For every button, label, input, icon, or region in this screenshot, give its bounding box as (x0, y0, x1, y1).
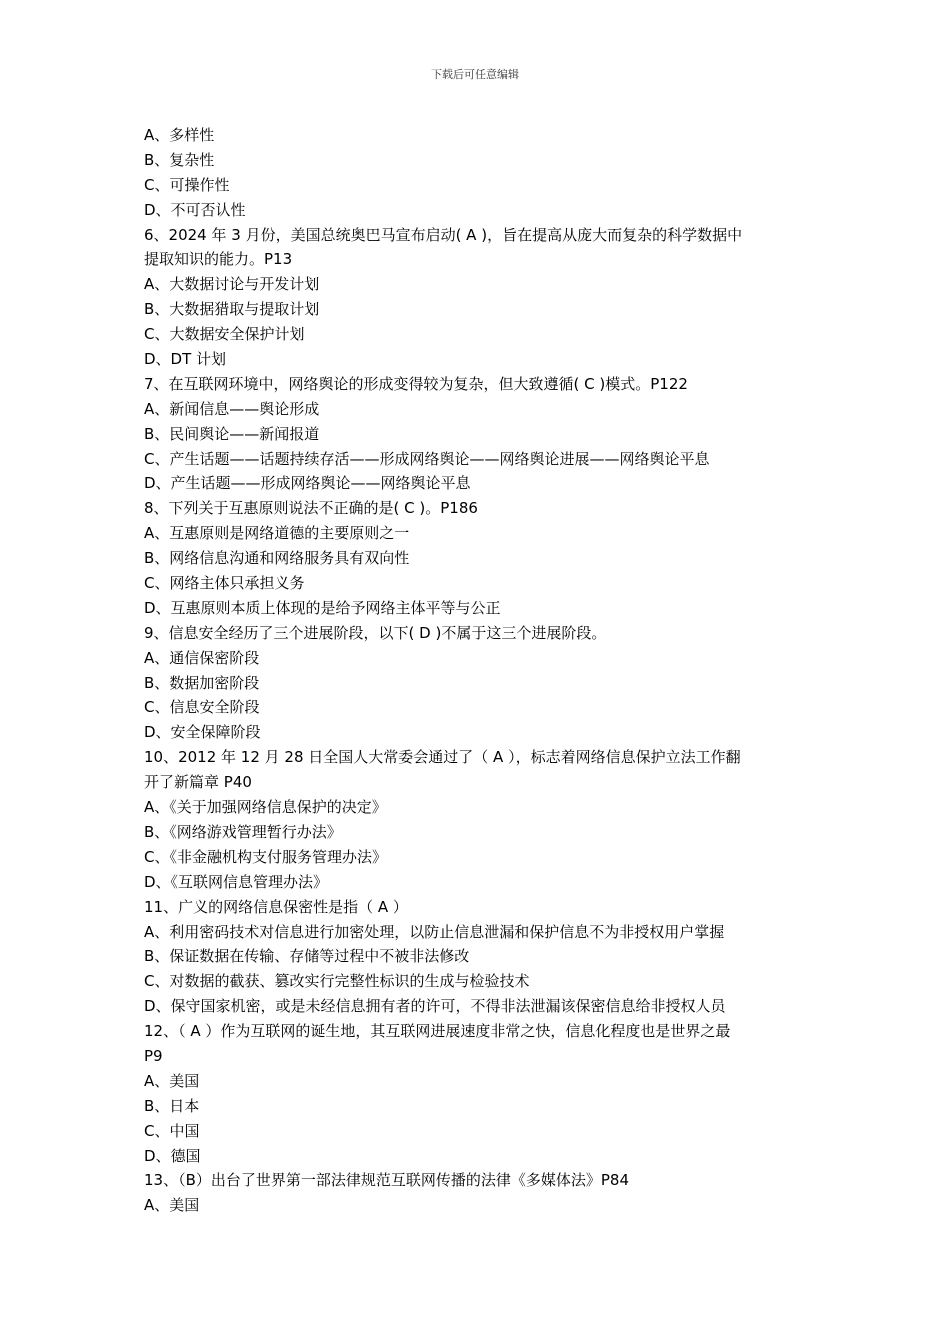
text-line: A、新闻信息——舆论形成 (144, 399, 320, 418)
text-line: B、复杂性 (144, 150, 215, 169)
page-header: 下载后可任意编辑 (431, 68, 519, 81)
text-line: A、大数据讨论与开发计划 (144, 275, 320, 294)
text-line: A、通信保密阶段 (144, 648, 260, 667)
text-line: 7、在互联网环境中，网络舆论的形成变得较为复杂，但大致遵循( C )模式。P122 (144, 374, 688, 393)
text-line: A、多样性 (144, 126, 215, 144)
text-line: D、安全保障阶段 (144, 723, 261, 742)
text-line: A、美国 (144, 1071, 200, 1090)
text-line: 开了新篇章 P40 (144, 773, 252, 792)
text-line: B、大数据猎取与提取计划 (144, 300, 320, 319)
text-line: 13、（B）出台了世界第一部法律规范互联网传播的法律《多媒体法》P84 (144, 1171, 630, 1190)
text-line: A、利用密码技术对信息进行加密处理，以防止信息泄漏和保护信息不为非授权用户掌握 (144, 922, 725, 941)
text-line: D、互惠原则本质上体现的是给予网络主体平等与公正 (144, 598, 501, 617)
text-line: D、德国 (144, 1146, 201, 1165)
text-line: B、数据加密阶段 (144, 673, 260, 692)
text-line: D、保守国家机密，或是未经信息拥有者的许可，不得非法泄漏该保密信息给非授权人员 (144, 997, 726, 1016)
text-line: 6、2024 年 3 月份，美国总统奥巴马宣布启动( A )，旨在提高从庞大而复杂的科学数据中 (144, 225, 743, 244)
text-line: A、《关于加强网络信息保护的决定》 (144, 798, 387, 817)
text-line: B、网络信息沟通和网络服务具有双向性 (144, 549, 410, 568)
text-line: D、产生话题——形成网络舆论——网络舆论平息 (144, 474, 471, 493)
text-line: C、信息安全阶段 (144, 698, 260, 717)
text-line: B、日本 (144, 1096, 200, 1115)
text-line: C、中国 (144, 1121, 200, 1140)
text-line: B、民间舆论——新闻报道 (144, 424, 320, 443)
document-body (144, 123, 809, 1218)
text-line: C、网络主体只承担义务 (144, 574, 305, 593)
text-line: C、对数据的截获、篡改实行完整性标识的生成与检验技术 (144, 972, 530, 991)
text-line: 11、广义的网络信息保密性是指（ A ） (144, 897, 408, 916)
text-line: C、可操作性 (144, 175, 230, 194)
text-line: D、《互联网信息管理办法》 (144, 872, 329, 891)
text-line: 8、下列关于互惠原则说法不正确的是( C )。P186 (144, 499, 478, 518)
text-line: 9、信息安全经历了三个进展阶段，以下( D )不属于这三个进展阶段。 (144, 623, 607, 642)
text-line: P9 (144, 1046, 163, 1065)
text-line: 12、（ A ）作为互联网的诞生地，其互联网进展速度非常之快，信息化程度也是世界之最 (144, 1022, 731, 1041)
text-line: A、美国 (144, 1196, 200, 1215)
text-line: C、大数据安全保护计划 (144, 325, 305, 344)
text-line: D、不可否认性 (144, 200, 246, 219)
text-line: C、《非金融机构支付服务管理办法》 (144, 847, 387, 866)
text-line: 10、2012 年 12 月 28 日全国人大常委会通过了（ A ），标志着网络信息保护立法工作翻 (144, 748, 741, 767)
text-line: C、产生话题——话题持续存活——形成网络舆论——网络舆论进展——网络舆论平息 (144, 449, 710, 468)
text-line: B、保证数据在传输、存储等过程中不被非法修改 (144, 947, 470, 966)
text-line: 提取知识的能力。P13 (144, 250, 293, 269)
text-line: A、互惠原则是网络道德的主要原则之一 (144, 524, 410, 543)
text-line: B、《网络游戏管理暂行办法》 (144, 822, 342, 841)
text-line: D、DT 计划 (144, 350, 227, 369)
